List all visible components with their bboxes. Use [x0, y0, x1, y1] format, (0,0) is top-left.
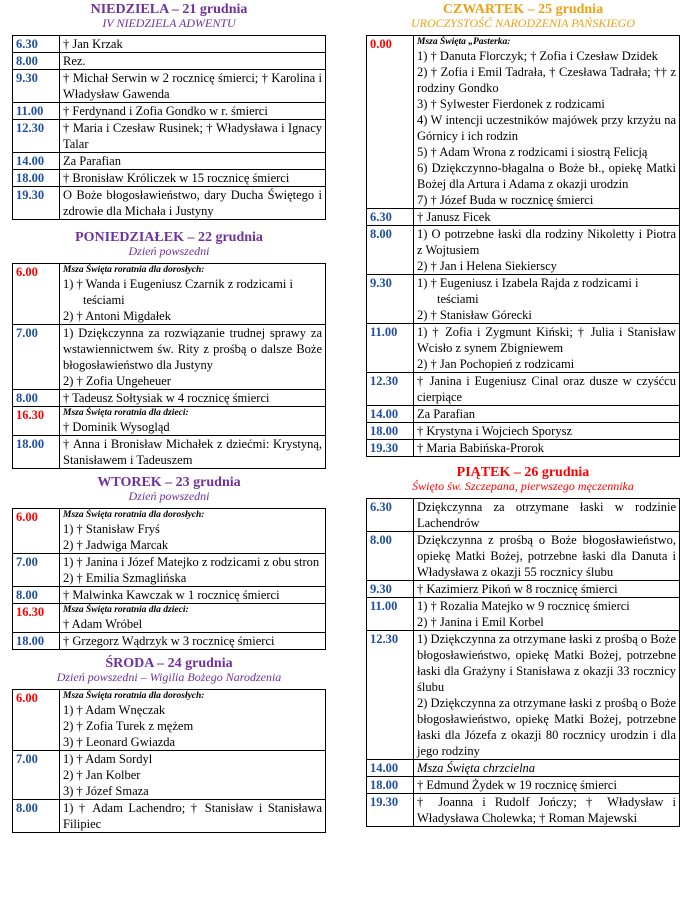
mass-time: 14.00	[367, 406, 414, 423]
intention-line: 4) W intencji uczestników majówek przy krzyżu na Górnicy i ich rodzin	[417, 113, 676, 143]
mass-intention	[60, 70, 326, 103]
intention-text: † Maria Babińska-Prorok	[417, 441, 545, 455]
mass-time: 8.00	[13, 53, 60, 70]
day-wednesday	[12, 656, 326, 833]
table-row	[367, 209, 680, 226]
mass-note: Msza Święta roratnia dla dorosłych:	[63, 265, 205, 275]
mass-intention	[60, 264, 326, 325]
table-row	[13, 554, 326, 587]
mass-intention	[414, 532, 680, 581]
mass-time: 18.00	[367, 777, 414, 794]
mass-intention	[60, 407, 326, 436]
mass-intention	[414, 440, 680, 457]
intention-line: 7) † Józef Buda w rocznicę śmierci	[417, 193, 594, 207]
day-sunday	[12, 2, 326, 220]
mass-intention	[414, 777, 680, 794]
mass-intention	[414, 406, 680, 423]
mass-time: 0.00	[367, 36, 414, 209]
mass-time: 16.30	[13, 407, 60, 436]
mass-schedule-table	[366, 35, 680, 457]
mass-intention	[60, 187, 326, 220]
mass-intention	[60, 103, 326, 120]
mass-intention	[414, 275, 680, 324]
table-row	[13, 187, 326, 220]
intention-text: † Grzegorz Wądrzyk w 3 rocznicę śmierci	[63, 634, 275, 648]
mass-time: 12.30	[13, 120, 60, 153]
mass-intention	[414, 794, 680, 827]
intention-line: 1) † Janina i Józef Matejko z rodzicami z obu stron	[63, 555, 320, 569]
mass-intention	[414, 598, 680, 631]
intention-line: 1) † Rozalia Matejko w 9 rocznicę śmierci	[417, 599, 630, 613]
intention-text: Za Parafian	[63, 154, 121, 168]
table-row	[13, 153, 326, 170]
intention-line: teściami	[437, 292, 479, 306]
day-friday	[366, 465, 680, 827]
table-row	[367, 532, 680, 581]
table-row	[13, 103, 326, 120]
table-row	[367, 423, 680, 440]
mass-note: Msza Święta „Pasterka:	[417, 37, 511, 47]
mass-time: 8.00	[367, 532, 414, 581]
right-column	[366, 2, 680, 827]
intention-line: 2) † Jan Pochopień z rodzicami	[417, 357, 575, 371]
day-monday	[12, 230, 326, 469]
intention-line: 1) † Adam Wnęczak	[63, 703, 166, 717]
table-row	[13, 604, 326, 633]
mass-schedule-table	[12, 508, 326, 650]
day-title: PONIEDZIAŁEK – 22 grudnia	[75, 230, 263, 245]
table-row	[367, 598, 680, 631]
mass-time: 9.30	[367, 581, 414, 598]
day-title: WTOREK – 23 grudnia	[97, 475, 241, 490]
mass-intention	[414, 36, 680, 209]
mass-intention	[60, 690, 326, 751]
table-row	[13, 325, 326, 390]
intention-line: 2) † Zofia Ungeheuer	[63, 374, 171, 388]
mass-intention	[60, 554, 326, 587]
mass-time: 8.00	[367, 226, 414, 275]
intention-text: † Anna i Bronisław Michałek z dziećmi: Krystyną, Stanisławem i Tadeuszem	[63, 437, 322, 467]
table-row	[367, 440, 680, 457]
intention-line: 2) † Jadwiga Marcak	[63, 538, 169, 552]
intention-line: teściami	[83, 293, 125, 307]
intention-line: 2) † Jan i Helena Siekierscy	[417, 259, 557, 273]
intention-line: 3) † Józef Smaza	[63, 784, 149, 798]
mass-time: 11.00	[367, 324, 414, 373]
mass-time: 6.00	[13, 509, 60, 554]
intention-text: † Ferdynand i Zofia Gondko w r. śmierci	[63, 104, 268, 118]
intention-text: † Janusz Ficek	[417, 210, 491, 224]
day-subtitle: UROCZYSTOŚĆ NARODZENIA PAŃSKIEGO	[410, 16, 636, 30]
mass-time: 7.00	[13, 751, 60, 800]
mass-note: Msza Święta roratnia dla dzieci:	[63, 408, 189, 418]
day-title: CZWARTEK – 25 grudnia	[442, 2, 604, 17]
mass-intention	[414, 226, 680, 275]
mass-time: 7.00	[13, 325, 60, 390]
intention-line: 3) † Sylwester Fierdonek z rodzicami	[417, 97, 605, 111]
mass-time: 11.00	[367, 598, 414, 631]
intention-line: 6) Dziękczynno-błagalna o Boże bł., opiekę Matki Bożej dla Artura i Adama z okazji urodzin	[417, 161, 676, 191]
mass-intention	[60, 325, 326, 390]
mass-time: 18.00	[13, 633, 60, 650]
intention-line: 2) † Zofia i Emil Tadrała, † Czesława Tadrała; †† z rodziny Gondko	[417, 65, 676, 95]
mass-intention	[414, 631, 680, 760]
mass-time: 8.00	[13, 587, 60, 604]
intention-line: 2) † Stanisław Górecki	[417, 308, 532, 322]
intention-line: 2) Dziękczynna za otrzymane łaski z prośbą o Boże błogosławieństwo, opiekę Matki Bożej, potrzebne łaski dla Józefa z okazji 80 rocznicy urodzin i dla jego rodziny	[417, 696, 676, 758]
mass-intention	[414, 373, 680, 406]
intention-text: † Michał Serwin w 2 rocznicę śmierci; † Karolina i Władysław Gawenda	[63, 71, 322, 101]
mass-intention	[60, 436, 326, 469]
intention-text: † Malwinka Kawczak w 1 rocznicę śmierci	[63, 588, 280, 602]
intention-text: Dziękczynna z prośbą o Boże błogosławieństwo, opiekę Matki Bożej, potrzebne łaski dla Danuta i Władysława z okazji 55 rocznicy ślubu	[417, 533, 676, 579]
table-row	[367, 226, 680, 275]
intention-line: † Dominik Wysogląd	[63, 420, 170, 434]
day-subtitle: Dzień powszedni	[128, 489, 210, 503]
table-row	[367, 499, 680, 532]
mass-note: Msza Święta roratnia dla dorosłych:	[63, 510, 205, 520]
table-row	[13, 264, 326, 325]
table-row	[367, 36, 680, 209]
mass-time: 6.00	[13, 264, 60, 325]
intention-text: † Maria i Czesław Rusinek; † Władysława i Ignacy Talar	[63, 121, 322, 151]
table-row	[367, 406, 680, 423]
mass-time: 9.30	[13, 70, 60, 103]
table-row	[367, 581, 680, 598]
intention-line: 2) † Janina i Emil Korbel	[417, 615, 544, 629]
mass-time: 18.00	[367, 423, 414, 440]
table-row	[13, 751, 326, 800]
intention-line: 2) † Zofia Turek z mężem	[63, 719, 194, 733]
intention-line: 1) † Eugeniusz i Izabela Rajda z rodzicami i	[417, 276, 639, 290]
intention-line: 5) † Adam Wrona z rodzicami i siostrą Felicją	[417, 145, 648, 159]
intention-line: 3) † Leonard Gwiazda	[63, 735, 176, 749]
table-row	[367, 275, 680, 324]
day-subtitle: Dzień powszedni – Wigilia Bożego Narodzenia	[56, 670, 282, 684]
mass-intention	[60, 800, 326, 833]
intention-text: O Boże błogosławieństwo, dary Ducha Świętego i zdrowie dla Michała i Justyny	[63, 188, 322, 218]
intention-line: 2) † Jan Kolber	[63, 768, 141, 782]
mass-schedule-table	[12, 263, 326, 469]
intention-text: Rez.	[63, 54, 86, 68]
mass-intention	[60, 633, 326, 650]
intention-text: † Edmund Żydek w 19 rocznicę śmierci	[417, 778, 617, 792]
table-row	[13, 690, 326, 751]
mass-time: 14.00	[13, 153, 60, 170]
day-title: PIĄTEK – 26 grudnia	[456, 465, 590, 480]
intention-text: † Jan Krzak	[63, 37, 123, 51]
day-tuesday	[12, 475, 326, 650]
mass-intention	[60, 153, 326, 170]
day-subtitle: Dzień powszedni	[128, 244, 210, 258]
mass-intention	[60, 53, 326, 70]
mass-time: 14.00	[367, 760, 414, 777]
intention-text: † Krystyna i Wojciech Sporysz	[417, 424, 572, 438]
mass-schedule-table	[12, 35, 326, 220]
day-title: ŚRODA – 24 grudnia	[105, 656, 233, 671]
table-row	[367, 324, 680, 373]
mass-intention	[414, 499, 680, 532]
table-row	[367, 777, 680, 794]
mass-time: 6.30	[367, 499, 414, 532]
intention-text: 1) † Adam Lachendro; † Stanisław i Stanisława Filipiec	[63, 801, 322, 831]
table-row	[367, 760, 680, 777]
intention-text: † Joanna i Rudolf Jończy; † Władysław i Władysława Cholewka; † Roman Majewski	[417, 795, 676, 825]
table-row	[367, 631, 680, 760]
intention-line: 1) † Wanda i Eugeniusz Czarnik z rodzicami i	[63, 277, 293, 291]
intention-line: † Adam Wróbel	[63, 617, 143, 631]
table-row	[367, 373, 680, 406]
table-row	[13, 36, 326, 53]
mass-intention	[60, 170, 326, 187]
mass-time: 6.30	[13, 36, 60, 53]
day-thursday	[366, 2, 680, 457]
intention-line: 1) † Stanisław Fryś	[63, 522, 160, 536]
intention-line: 1) † Danuta Florczyk; † Zofia i Czesław Dzidek	[417, 49, 658, 63]
intention-text: Msza Święta chrzcielna	[417, 761, 536, 775]
table-row	[13, 436, 326, 469]
mass-note: Msza Święta roratnia dla dorosłych:	[63, 691, 205, 701]
intention-text: † Kazimierz Pikoń w 8 rocznicę śmierci	[417, 582, 618, 596]
mass-note: Msza Święta roratnia dla dzieci:	[63, 605, 189, 615]
table-row	[13, 170, 326, 187]
table-row	[13, 390, 326, 407]
mass-intention	[414, 423, 680, 440]
day-subtitle: IV NIEDZIELA ADWENTU	[102, 16, 236, 30]
intention-text: † Tadeusz Sołtysiak w 4 rocznicę śmierci	[63, 391, 270, 405]
mass-intention	[60, 36, 326, 53]
mass-intention	[414, 760, 680, 777]
table-row	[13, 407, 326, 436]
intention-text: † Bronisław Króliczek w 15 rocznicę śmierci	[63, 171, 290, 185]
mass-intention	[414, 581, 680, 598]
mass-time: 16.30	[13, 604, 60, 633]
mass-time: 8.00	[13, 800, 60, 833]
mass-time: 19.30	[367, 440, 414, 457]
intention-text: Dziękczynna za otrzymane łaski w rodzinie Lachendrów	[417, 500, 676, 530]
mass-time: 12.30	[367, 631, 414, 760]
mass-time: 12.30	[367, 373, 414, 406]
table-row	[13, 53, 326, 70]
day-title: NIEDZIELA – 21 grudnia	[90, 2, 248, 17]
mass-intention	[60, 390, 326, 407]
table-row	[13, 509, 326, 554]
table-row	[367, 794, 680, 827]
mass-intention	[60, 509, 326, 554]
mass-intention	[60, 751, 326, 800]
mass-schedule-table	[12, 689, 326, 833]
mass-time: 6.00	[13, 690, 60, 751]
mass-time: 18.00	[13, 436, 60, 469]
mass-intention	[60, 604, 326, 633]
intention-line: 2) † Emilia Szmaglińska	[63, 571, 187, 585]
mass-time: 11.00	[13, 103, 60, 120]
mass-time: 9.30	[367, 275, 414, 324]
table-row	[13, 587, 326, 604]
mass-intention	[414, 324, 680, 373]
mass-time: 8.00	[13, 390, 60, 407]
mass-intention	[60, 120, 326, 153]
intention-line: 1) Dziękczynna za rozwiązanie trudnej sprawy za wstawiennictwem św. Rity z prośbą o dalsze Boże błogosławieństwo dla Justyny	[63, 326, 322, 372]
mass-time: 7.00	[13, 554, 60, 587]
table-row	[13, 70, 326, 103]
mass-intention	[60, 587, 326, 604]
mass-time: 19.30	[367, 794, 414, 827]
intention-line: 1) † Adam Sordyl	[63, 752, 153, 766]
intention-text: † Janina i Eugeniusz Cinal oraz dusze w czyśćcu cierpiące	[417, 374, 676, 404]
mass-intention	[414, 209, 680, 226]
intention-line: 1) Dziękczynna za otrzymane łaski z prośbą o Boże błogosławieństwo, opiekę Matki Bożej, potrzebne łaski dla Grażyny i Stanisława z okazji 33 rocznicy ślubu	[417, 632, 676, 694]
table-row	[13, 633, 326, 650]
table-row	[13, 120, 326, 153]
mass-schedule-table	[366, 498, 680, 827]
mass-time: 18.00	[13, 170, 60, 187]
left-column	[12, 2, 326, 833]
intention-text: Za Parafian	[417, 407, 475, 421]
intention-line: 2) † Antoni Migdałek	[63, 309, 171, 323]
intention-line: 1) O potrzebne łaski dla rodziny Nikoletty i Piotra z Wojtusiem	[417, 227, 676, 257]
mass-time: 19.30	[13, 187, 60, 220]
intention-line: 1) † Zofia i Zygmunt Kiński; † Julia i Stanisław Wcisło z synem Zbigniewem	[417, 325, 676, 355]
table-row	[13, 800, 326, 833]
mass-time: 6.30	[367, 209, 414, 226]
day-subtitle: Święto św. Szczepana, pierwszego męczennika	[412, 479, 634, 493]
